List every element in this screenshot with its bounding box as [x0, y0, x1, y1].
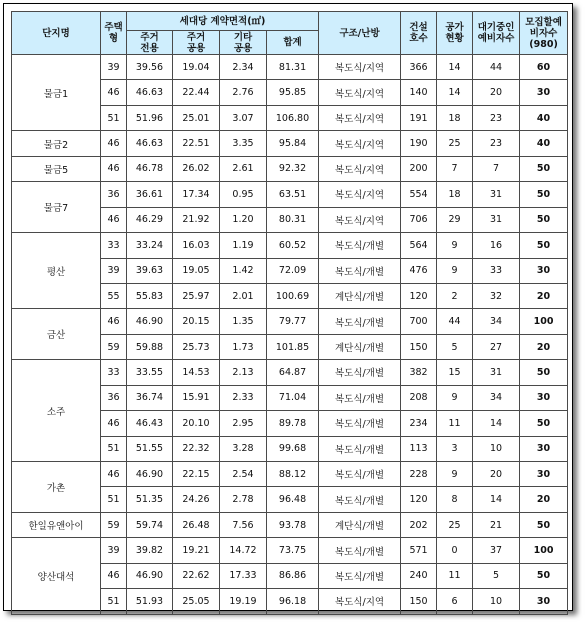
- cell-area-total: 89.78: [267, 411, 319, 436]
- header-area-other: 기타공용: [220, 31, 267, 55]
- cell-area-excl: 39.56: [127, 55, 173, 80]
- cell-structure: 복도식/개별: [319, 436, 401, 461]
- cell-area-total: 88.12: [267, 462, 319, 487]
- cell-units: 113: [401, 436, 437, 461]
- cell-units: 706: [401, 207, 437, 232]
- cell-area-excl: 46.29: [127, 207, 173, 232]
- table-row: [12, 156, 568, 181]
- cell-type: 46: [101, 156, 127, 181]
- cell-area-excl: 46.63: [127, 131, 173, 156]
- cell-area-other: 2.33: [220, 385, 267, 410]
- cell-recruit: 30: [520, 385, 568, 410]
- cell-waiting: 16: [473, 233, 520, 258]
- cell-structure: 복도식/개별: [319, 360, 401, 385]
- cell-area-total: 63.51: [267, 182, 319, 207]
- cell-area-common: 25.73: [173, 334, 220, 359]
- cell-waiting: 14: [473, 487, 520, 512]
- cell-area-total: 95.85: [267, 80, 319, 105]
- cell-recruit: 60: [520, 55, 568, 80]
- cell-waiting: 31: [473, 182, 520, 207]
- cell-structure: 복도식/개별: [319, 563, 401, 588]
- header-recruit: [520, 12, 568, 55]
- cell-vacant: 7: [437, 156, 473, 181]
- header-structure: 구조/난방: [319, 12, 401, 55]
- cell-type: 59: [101, 334, 127, 359]
- cell-vacant: 11: [437, 563, 473, 588]
- cell-area-other: 2.78: [220, 487, 267, 512]
- cell-waiting: 20: [473, 80, 520, 105]
- table-frame: [3, 3, 573, 611]
- cell-area-other: 14.72: [220, 538, 267, 563]
- cell-type: 46: [101, 207, 127, 232]
- cell-waiting: 37: [473, 538, 520, 563]
- cell-area-excl: 51.96: [127, 105, 173, 130]
- cell-vacant: 18: [437, 105, 473, 130]
- cell-area-common: 22.51: [173, 131, 220, 156]
- cell-area-common: 17.34: [173, 182, 220, 207]
- cell-units: 120: [401, 487, 437, 512]
- cell-waiting: 32: [473, 283, 520, 308]
- cell-structure: 복도식/개별: [319, 309, 401, 334]
- cell-recruit: 50: [520, 156, 568, 181]
- cell-units: 202: [401, 512, 437, 537]
- cell-area-common: 26.02: [173, 156, 220, 181]
- cell-waiting: 21: [473, 512, 520, 537]
- cell-area-other: 3.07: [220, 105, 267, 130]
- cell-units: 554: [401, 182, 437, 207]
- cell-complex-name: 물금5: [12, 156, 101, 181]
- cell-units: 208: [401, 385, 437, 410]
- cell-area-common: 14.53: [173, 360, 220, 385]
- cell-complex-name: 평산: [12, 233, 101, 309]
- cell-structure: 계단식/개별: [319, 334, 401, 359]
- cell-area-common: 20.15: [173, 309, 220, 334]
- cell-area-excl: 33.55: [127, 360, 173, 385]
- cell-recruit: 30: [520, 80, 568, 105]
- cell-area-common: 19.05: [173, 258, 220, 283]
- cell-type: 46: [101, 309, 127, 334]
- cell-vacant: 25: [437, 512, 473, 537]
- cell-vacant: 18: [437, 182, 473, 207]
- header-waiting: 대기중인예비자수: [473, 12, 520, 55]
- cell-recruit: 40: [520, 131, 568, 156]
- cell-area-excl: 46.90: [127, 563, 173, 588]
- cell-area-excl: 36.61: [127, 182, 173, 207]
- cell-type: 51: [101, 589, 127, 614]
- cell-units: 234: [401, 411, 437, 436]
- cell-vacant: 44: [437, 309, 473, 334]
- cell-waiting: 34: [473, 309, 520, 334]
- cell-type: 51: [101, 436, 127, 461]
- cell-complex-name: 물금1: [12, 55, 101, 131]
- cell-area-other: 7.56: [220, 512, 267, 537]
- cell-recruit: 20: [520, 487, 568, 512]
- header-complex: 단지명: [12, 12, 101, 55]
- cell-area-common: 22.15: [173, 462, 220, 487]
- cell-recruit: 30: [520, 258, 568, 283]
- cell-structure: 복도식/지역: [319, 589, 401, 614]
- cell-area-common: 16.03: [173, 233, 220, 258]
- cell-recruit: 50: [520, 207, 568, 232]
- header-area-group: 세대당 계약면적(㎡): [127, 12, 319, 31]
- cell-vacant: 15: [437, 360, 473, 385]
- table-row: [12, 309, 568, 334]
- cell-area-other: 2.01: [220, 283, 267, 308]
- cell-waiting: 31: [473, 360, 520, 385]
- table-body: [12, 55, 568, 615]
- cell-recruit: 100: [520, 538, 568, 563]
- cell-units: 200: [401, 156, 437, 181]
- header-recruit-total: (980): [529, 38, 558, 50]
- cell-complex-name: 양산대석: [12, 538, 101, 614]
- cell-area-common: 25.01: [173, 105, 220, 130]
- cell-type: 51: [101, 105, 127, 130]
- cell-area-total: 96.18: [267, 589, 319, 614]
- cell-area-other: 2.76: [220, 80, 267, 105]
- cell-structure: 계단식/개별: [319, 512, 401, 537]
- cell-area-common: 15.91: [173, 385, 220, 410]
- cell-area-total: 81.31: [267, 55, 319, 80]
- table-row: [12, 131, 568, 156]
- cell-area-other: 17.33: [220, 563, 267, 588]
- cell-type: 33: [101, 360, 127, 385]
- cell-waiting: 31: [473, 207, 520, 232]
- cell-structure: 복도식/개별: [319, 411, 401, 436]
- cell-units: 476: [401, 258, 437, 283]
- cell-type: 51: [101, 487, 127, 512]
- recruitment-table: [11, 11, 568, 615]
- cell-complex-name: 소주: [12, 360, 101, 462]
- cell-vacant: 8: [437, 487, 473, 512]
- header-units: 건설호수: [401, 12, 437, 55]
- header-type: 주택형: [101, 12, 127, 55]
- cell-recruit: 50: [520, 182, 568, 207]
- cell-structure: 복도식/개별: [319, 538, 401, 563]
- cell-vacant: 0: [437, 538, 473, 563]
- cell-recruit: 40: [520, 105, 568, 130]
- cell-type: 59: [101, 512, 127, 537]
- cell-waiting: 23: [473, 105, 520, 130]
- cell-area-excl: 46.90: [127, 309, 173, 334]
- cell-waiting: 10: [473, 436, 520, 461]
- cell-structure: 복도식/개별: [319, 233, 401, 258]
- cell-complex-name: 물금7: [12, 182, 101, 233]
- cell-recruit: 30: [520, 462, 568, 487]
- cell-recruit: 30: [520, 589, 568, 614]
- cell-area-excl: 46.63: [127, 80, 173, 105]
- cell-area-total: 100.69: [267, 283, 319, 308]
- cell-recruit: 50: [520, 233, 568, 258]
- cell-waiting: 23: [473, 131, 520, 156]
- cell-area-other: 2.95: [220, 411, 267, 436]
- cell-area-other: 2.61: [220, 156, 267, 181]
- table-row: [12, 233, 568, 258]
- cell-area-excl: 51.93: [127, 589, 173, 614]
- cell-units: 700: [401, 309, 437, 334]
- cell-area-total: 80.31: [267, 207, 319, 232]
- cell-complex-name: 물금2: [12, 131, 101, 156]
- cell-structure: 복도식/개별: [319, 487, 401, 512]
- cell-waiting: 44: [473, 55, 520, 80]
- cell-type: 46: [101, 462, 127, 487]
- cell-area-excl: 46.90: [127, 462, 173, 487]
- cell-area-total: 60.52: [267, 233, 319, 258]
- cell-area-excl: 33.24: [127, 233, 173, 258]
- cell-area-other: 0.95: [220, 182, 267, 207]
- cell-complex-name: 금산: [12, 309, 101, 360]
- cell-type: 39: [101, 258, 127, 283]
- cell-area-total: 93.78: [267, 512, 319, 537]
- cell-area-excl: 55.83: [127, 283, 173, 308]
- cell-area-other: 1.42: [220, 258, 267, 283]
- cell-area-total: 96.48: [267, 487, 319, 512]
- cell-waiting: 27: [473, 334, 520, 359]
- cell-units: 150: [401, 334, 437, 359]
- cell-structure: 복도식/개별: [319, 462, 401, 487]
- cell-area-total: 95.84: [267, 131, 319, 156]
- cell-waiting: 7: [473, 156, 520, 181]
- cell-vacant: 14: [437, 80, 473, 105]
- cell-area-total: 92.32: [267, 156, 319, 181]
- cell-area-excl: 39.82: [127, 538, 173, 563]
- cell-structure: 복도식/개별: [319, 258, 401, 283]
- cell-area-total: 64.87: [267, 360, 319, 385]
- cell-waiting: 34: [473, 385, 520, 410]
- cell-area-excl: 59.74: [127, 512, 173, 537]
- cell-structure: 복도식/지역: [319, 207, 401, 232]
- cell-recruit: 100: [520, 309, 568, 334]
- cell-complex-name: 한일유앤아이: [12, 512, 101, 537]
- cell-vacant: 11: [437, 411, 473, 436]
- cell-vacant: 3: [437, 436, 473, 461]
- cell-structure: 복도식/개별: [319, 385, 401, 410]
- cell-type: 55: [101, 283, 127, 308]
- header-area-excl: 주거전용: [127, 31, 173, 55]
- cell-area-other: 2.13: [220, 360, 267, 385]
- cell-type: 46: [101, 80, 127, 105]
- cell-type: 46: [101, 563, 127, 588]
- cell-area-common: 21.92: [173, 207, 220, 232]
- cell-area-excl: 36.74: [127, 385, 173, 410]
- cell-complex-name: 가촌: [12, 462, 101, 513]
- cell-recruit: 30: [520, 436, 568, 461]
- cell-vacant: 25: [437, 131, 473, 156]
- cell-area-excl: 51.55: [127, 436, 173, 461]
- cell-structure: 복도식/지역: [319, 182, 401, 207]
- cell-units: 140: [401, 80, 437, 105]
- cell-waiting: 14: [473, 411, 520, 436]
- cell-structure: 복도식/지역: [319, 131, 401, 156]
- cell-area-common: 22.32: [173, 436, 220, 461]
- cell-units: 190: [401, 131, 437, 156]
- table-row: [12, 538, 568, 563]
- cell-area-other: 1.20: [220, 207, 267, 232]
- cell-structure: 복도식/지역: [319, 105, 401, 130]
- cell-waiting: 5: [473, 563, 520, 588]
- header-area-common: 주거공용: [173, 31, 220, 55]
- cell-area-other: 19.19: [220, 589, 267, 614]
- cell-type: 39: [101, 55, 127, 80]
- cell-vacant: 29: [437, 207, 473, 232]
- cell-units: 571: [401, 538, 437, 563]
- cell-area-total: 106.80: [267, 105, 319, 130]
- cell-area-common: 22.62: [173, 563, 220, 588]
- cell-area-total: 101.85: [267, 334, 319, 359]
- header-vacant: 공가현황: [437, 12, 473, 55]
- cell-vacant: 9: [437, 258, 473, 283]
- cell-recruit: 50: [520, 411, 568, 436]
- cell-vacant: 5: [437, 334, 473, 359]
- cell-recruit: 20: [520, 283, 568, 308]
- cell-area-other: 3.28: [220, 436, 267, 461]
- cell-area-other: 2.54: [220, 462, 267, 487]
- cell-area-total: 72.09: [267, 258, 319, 283]
- cell-structure: 복도식/지역: [319, 156, 401, 181]
- table-row: [12, 360, 568, 385]
- cell-area-total: 71.04: [267, 385, 319, 410]
- cell-area-excl: 39.63: [127, 258, 173, 283]
- table-row: [12, 182, 568, 207]
- table-row: [12, 512, 568, 537]
- cell-vacant: 9: [437, 462, 473, 487]
- header-recruit-label: 모집할예비자수: [525, 16, 562, 39]
- header-area-total: 합계: [267, 31, 319, 55]
- cell-area-other: 1.73: [220, 334, 267, 359]
- cell-vacant: 9: [437, 233, 473, 258]
- cell-type: 36: [101, 182, 127, 207]
- cell-structure: 복도식/지역: [319, 55, 401, 80]
- cell-area-excl: 46.43: [127, 411, 173, 436]
- cell-area-common: 26.48: [173, 512, 220, 537]
- cell-area-excl: 51.35: [127, 487, 173, 512]
- cell-area-excl: 59.88: [127, 334, 173, 359]
- cell-area-excl: 46.78: [127, 156, 173, 181]
- cell-waiting: 10: [473, 589, 520, 614]
- cell-structure: 계단식/개별: [319, 283, 401, 308]
- cell-units: 228: [401, 462, 437, 487]
- cell-recruit: 20: [520, 334, 568, 359]
- cell-units: 191: [401, 105, 437, 130]
- cell-recruit: 50: [520, 512, 568, 537]
- cell-units: 564: [401, 233, 437, 258]
- cell-area-other: 2.34: [220, 55, 267, 80]
- cell-area-other: 1.35: [220, 309, 267, 334]
- table-row: [12, 55, 568, 80]
- cell-waiting: 33: [473, 258, 520, 283]
- cell-units: 150: [401, 589, 437, 614]
- cell-structure: 복도식/지역: [319, 80, 401, 105]
- cell-vacant: 14: [437, 55, 473, 80]
- cell-waiting: 20: [473, 462, 520, 487]
- cell-area-common: 24.26: [173, 487, 220, 512]
- cell-area-other: 3.35: [220, 131, 267, 156]
- cell-area-total: 86.86: [267, 563, 319, 588]
- cell-area-total: 79.77: [267, 309, 319, 334]
- cell-recruit: 50: [520, 563, 568, 588]
- cell-type: 39: [101, 538, 127, 563]
- cell-area-common: 19.04: [173, 55, 220, 80]
- cell-type: 46: [101, 131, 127, 156]
- cell-area-total: 99.68: [267, 436, 319, 461]
- cell-area-common: 19.21: [173, 538, 220, 563]
- cell-area-common: 22.44: [173, 80, 220, 105]
- cell-units: 382: [401, 360, 437, 385]
- table-row: [12, 462, 568, 487]
- cell-vacant: 2: [437, 283, 473, 308]
- cell-units: 240: [401, 563, 437, 588]
- cell-area-total: 73.75: [267, 538, 319, 563]
- cell-recruit: 50: [520, 360, 568, 385]
- cell-area-common: 25.05: [173, 589, 220, 614]
- cell-vacant: 6: [437, 589, 473, 614]
- cell-area-other: 1.19: [220, 233, 267, 258]
- cell-type: 36: [101, 385, 127, 410]
- cell-units: 366: [401, 55, 437, 80]
- cell-vacant: 9: [437, 385, 473, 410]
- cell-type: 46: [101, 411, 127, 436]
- cell-area-common: 20.10: [173, 411, 220, 436]
- cell-type: 33: [101, 233, 127, 258]
- cell-area-common: 25.97: [173, 283, 220, 308]
- cell-units: 120: [401, 283, 437, 308]
